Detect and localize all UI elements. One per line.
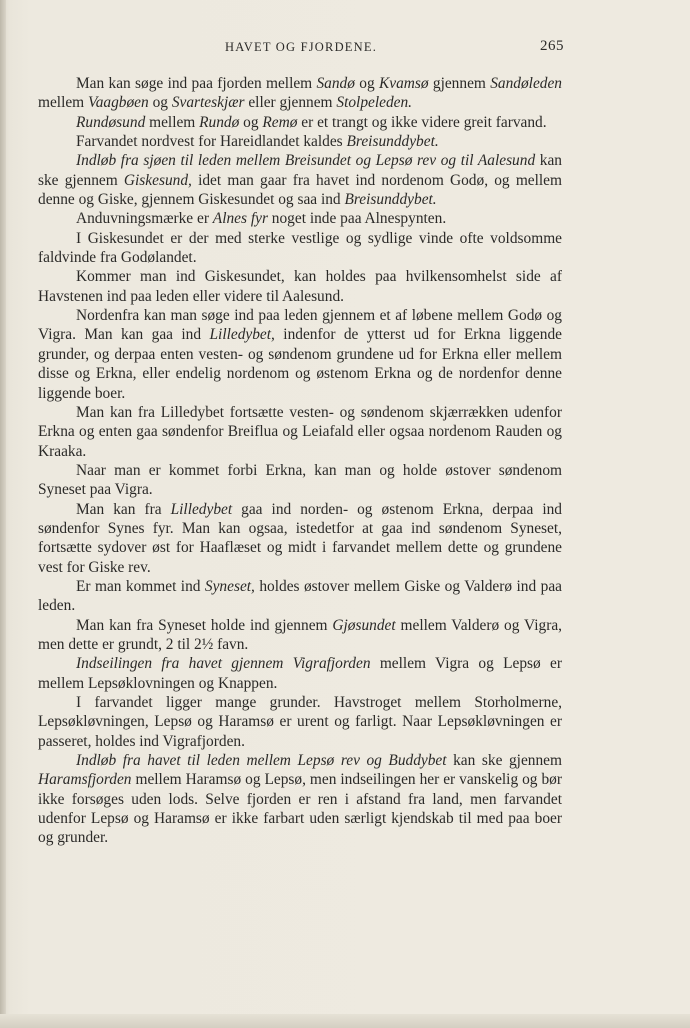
paragraph [38, 693, 562, 751]
text-run: eller gjennem [244, 94, 337, 112]
text-run: gaa ind norden- og østenom Erkna, derpaa ind søndenfor Synes fyr. Man kan ogsaa, istedetfor at gaa ind søndenom Syneset, fortsætte sydover øst for Haaflæset og midt i farvandet mellem dette og grundene vest for Giske rev. [38, 500, 562, 576]
text-run: Er man kommet ind [76, 577, 205, 595]
paragraph [38, 461, 562, 500]
paragraph [38, 306, 562, 403]
text-run: mellem Haramsø og Lepsø, men indseilingen her er vanskelig og bør ikke forsøges uden lods. Selve fjorden er ren i afstand fra land, men farvandet udenfor Lepsø og Haramsø er ikke farbart uden særligt kjendskab til med paa boer og grunder. [38, 771, 562, 847]
italic-run: Haramsfjorden [38, 771, 132, 789]
text-run: kan ske gjennem [446, 752, 562, 770]
italic-run: Gjøsundet [332, 616, 396, 634]
text-run: mellem Vigra og Lepsø er mellem Lepsøklovningen og Knappen. [38, 655, 562, 692]
italic-run: Sandøleden [490, 75, 562, 92]
text-run: Man kan fra Syneset holde ind gjennem [76, 616, 333, 634]
italic-run: Remø [262, 113, 298, 131]
paragraph [38, 500, 562, 577]
paragraph [38, 132, 562, 151]
italic-run: Rundø [199, 113, 240, 131]
text-run: mellem [145, 113, 200, 131]
italic-run: Indløb fra sjøen til leden mellem Breisundet og Lepsø rev og til Aalesund [76, 152, 536, 170]
text-run: noget inde paa Alnespynten. [267, 210, 447, 228]
text-run: idet man gaar fra havet ind nordenom Godø, og mellem denne og Giske, gjennem Giskesundet og saa ind [38, 171, 562, 209]
paragraph [38, 654, 562, 693]
text-run: gjennem [428, 75, 491, 92]
text-run: holdes østover mellem Giske og Valderø ind paa leden. [38, 577, 562, 615]
italic-run: Rundøsund [76, 113, 146, 131]
italic-run: Lilledybet, [209, 326, 275, 344]
italic-run: Lilledybet [170, 500, 233, 518]
text-run: er et trangt og ikke videre greit farvand. [297, 113, 547, 131]
paragraph [38, 209, 562, 228]
paragraph [38, 229, 562, 268]
paragraph [38, 113, 562, 132]
text-run: Kommer man ind Giskesundet, kan holdes paa hvilkensomhelst side af Havstenen ind paa leden eller videre til Aalesund. [38, 268, 562, 305]
text-run: Man kan fra Lilledybet fortsætte vesten- og søndenom skjærrækken udenfor Erkna og enten gaa søndenfor Breiflua og Leiafald eller ogsaa nordenom Rauden og Kraaka. [38, 403, 562, 460]
text-run: Nordenfra kan man søge ind paa leden gjennem et af løbene mellem Godø og Vigra. Man kan gaa ind [38, 307, 562, 344]
page-bottom-edge [0, 1014, 690, 1028]
italic-run: Indløb fra havet til leden mellem Lepsø rev og Buddybet [76, 752, 447, 770]
text-run: Man kan fra [76, 500, 171, 518]
italic-run: Breisunddybet. [344, 191, 437, 209]
paragraph [38, 751, 562, 848]
italic-run: Breisunddybet. [346, 133, 439, 151]
italic-run: Alnes fyr [212, 210, 268, 228]
text-run: kan ske gjennem [38, 152, 562, 189]
italic-run: Sandø [316, 75, 355, 92]
paragraph [38, 403, 562, 461]
italic-run: Syneset, [204, 577, 255, 595]
page-number: 265 [540, 38, 564, 54]
paragraph [38, 577, 562, 616]
text-run: Naar man er kommet forbi Erkna, kan man og holde østover søndenom Syneset paa Vigra. [38, 461, 562, 499]
running-title: HAVET OG FJORDENE. [224, 40, 378, 54]
paragraph [38, 267, 562, 306]
text-run: indenfor de ytterst ud for Erkna liggende grunder, og derpaa enten vesten- og søndenom grundene ud for Erkna eller mellem disse og Erkna, eller endelig nordenom og østenom Erkna og de nordenfor denne liggende boer. [38, 326, 562, 402]
text-run: I farvandet ligger mange grunder. Havstroget mellem Storholmerne, Lepsøkløvningen, Lepsø og Haramsø er urent og farligt. Naar Lepsøkløvningen er passeret, holdes ind Vigrafjorden. [38, 694, 562, 750]
text-run: mellem Valderø og Vigra, men dette er grundt, 2 til 2½ favn. [38, 616, 562, 653]
italic-run: Giskesund, [123, 171, 192, 189]
text-run: mellem [38, 94, 89, 112]
page-spine-shadow [0, 0, 6, 1028]
text-run: og [239, 113, 263, 131]
italic-run: Stolpeleden. [336, 94, 413, 112]
body-text [38, 74, 562, 848]
text-run: I Giskesundet er der med sterke vestlige og sydlige vinde ofte voldsomme faldvinde fra Godølandet. [38, 229, 562, 267]
paragraph [38, 151, 562, 209]
text-run: Man kan søge ind paa fjorden mellem [76, 75, 317, 92]
text-run: og [354, 75, 379, 92]
running-header [38, 38, 564, 58]
italic-run: Vaagbøen [88, 94, 149, 112]
paragraph [38, 74, 562, 113]
text-run: og [148, 94, 172, 112]
paragraph [38, 616, 562, 655]
italic-run: Indseilingen fra havet gjennem Vigrafjorden [76, 655, 371, 673]
text-run: Farvandet nordvest for Hareidlandet kaldes [76, 133, 347, 151]
text-run: Anduvningsmærke er [76, 210, 213, 228]
italic-run: Kvamsø [378, 75, 429, 92]
italic-run: Svarteskjær [171, 94, 245, 112]
